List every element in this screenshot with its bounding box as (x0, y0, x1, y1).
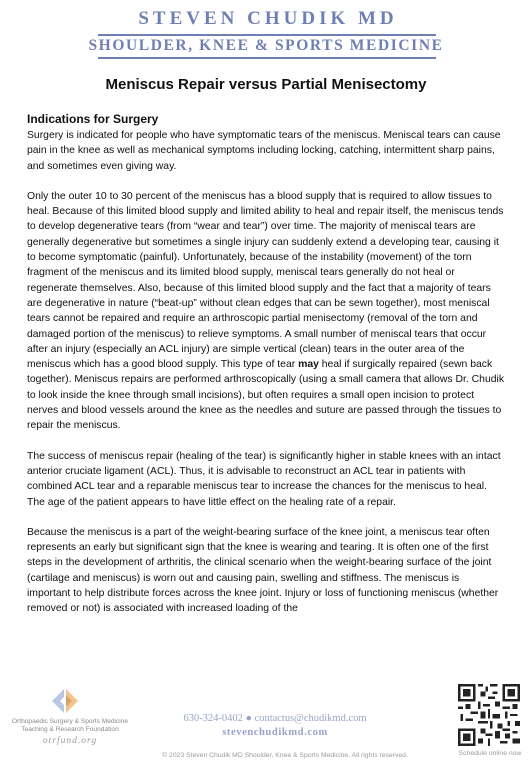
header-rule-bottom (98, 57, 436, 59)
paragraph-4: Because the meniscus is a part of the weight-bearing surface of the knee joint, a meniscus tear often represents an early but significant sign that the knee is wearing and tearing. It is often one of the first steps in the development of arthritis, the clinical scenario when the weight-bearing surface of the joint (cartilage and meniscus) is worn out and causing pain, swelling and stiffness. The meniscus is important to help distribute forces across the knee joint. Injury or loss of functioning meniscus (whether removed or not) is associated with increased loading of the (27, 526, 499, 615)
letterhead (0, 6, 532, 56)
foundation-website-link[interactable]: otrfund.org (42, 736, 98, 746)
section-heading: Indications for Surgery (27, 112, 159, 126)
paragraph-2-tail: heal if surgically repaired (sewn back together). Meniscus repairs are performed arthroscopically (using a small camera that allows Dr. Chudik to look inside the knee through small incisions), but often requires a small open incision to protect nerves and blood vessels around the knee as the needles and suture are passed through the tissues to repair the meniscus. (27, 359, 505, 432)
qr-code-icon[interactable] (458, 684, 520, 746)
qr-caption: Schedule online now (458, 750, 522, 757)
paragraph-2-text: Only the outer 10 to 30 percent of the meniscus has a blood supply that is required to allow tissues to heal. Because of this limited blood supply and limited ability to heal and repair itself, the meniscus tends to develop degenerative tears (from “wear and tear”) over time. The majority of meniscal tears are generally degenerative but sometimes a single injury can suddenly extend a developing tear, causing it to become symptomatic (painful). Unfortunately, because of the instability (movement) of the torn fragment of the meniscus and its limited blood supply, meniscal tears generally do not heal or regenerate themselves. Also, because of this limited blood supply and the fact that a majority of tears are degenerative in nature (“beat-up” without clean edges that can be sewn together), most meniscal tears cannot be repaired and require an arthroscopic partial menisectomy (removal of the torn and damaged portion of the meniscus) to relieve symptoms. A small number of meniscal tears that occur after an injury (especially an ACL injury) are simple vertical (clean) tears in the outer area of the meniscus which has a good blood supply. This type of tear (27, 190, 504, 371)
separator-dot-icon: ● (245, 713, 252, 724)
email-link[interactable]: contactus@chudikmd.com (254, 713, 367, 724)
document-title: Meniscus Repair versus Partial Menisectomy (105, 76, 427, 93)
paragraph-3: The success of meniscus repair (healing of the tear) is significantly higher in stable knees with an intact anterior cruciate ligament (ACL). Thus, it is advisable to reconstruct an ACL tear in patients with combined ACL tear and a reparable meniscus tear to increase the chances for the meniscus to heal. The age of the patient appears to have little effect on the healing rate of a repair. (27, 450, 501, 508)
phone-number[interactable]: 630-324-0402 (183, 713, 243, 724)
paragraph-1: Surgery is indicated for people who have symptomatic tears of the meniscus. Meniscal tears can cause pain in the knee as well as mechanical symptoms including locking, catching, intermittent sharp pains, and sometimes even giving way. (27, 130, 501, 172)
contact-block (150, 712, 400, 740)
header-rule-top (98, 34, 436, 36)
practice-name: STEVEN CHUDIK MD (138, 8, 398, 29)
document-body (27, 111, 505, 632)
foundation-line-2: Teaching & Research Foundation (21, 726, 119, 733)
foundation-logo-icon (50, 686, 86, 716)
foundation-line-1: Orthopaedic Surgery & Sports Medicine (11, 718, 129, 725)
foundation-name (0, 718, 140, 734)
website-link[interactable]: stevenchudikmd.com (222, 727, 328, 738)
paragraph-2 (27, 189, 505, 434)
practice-subtitle: SHOULDER, KNEE & SPORTS MEDICINE (88, 37, 444, 54)
emphasis-may: may (298, 359, 319, 371)
copyright-notice: © 2023 Steven Chudik MD Shoulder, Knee & Sports Medicine. All rights reserved. (162, 752, 408, 759)
